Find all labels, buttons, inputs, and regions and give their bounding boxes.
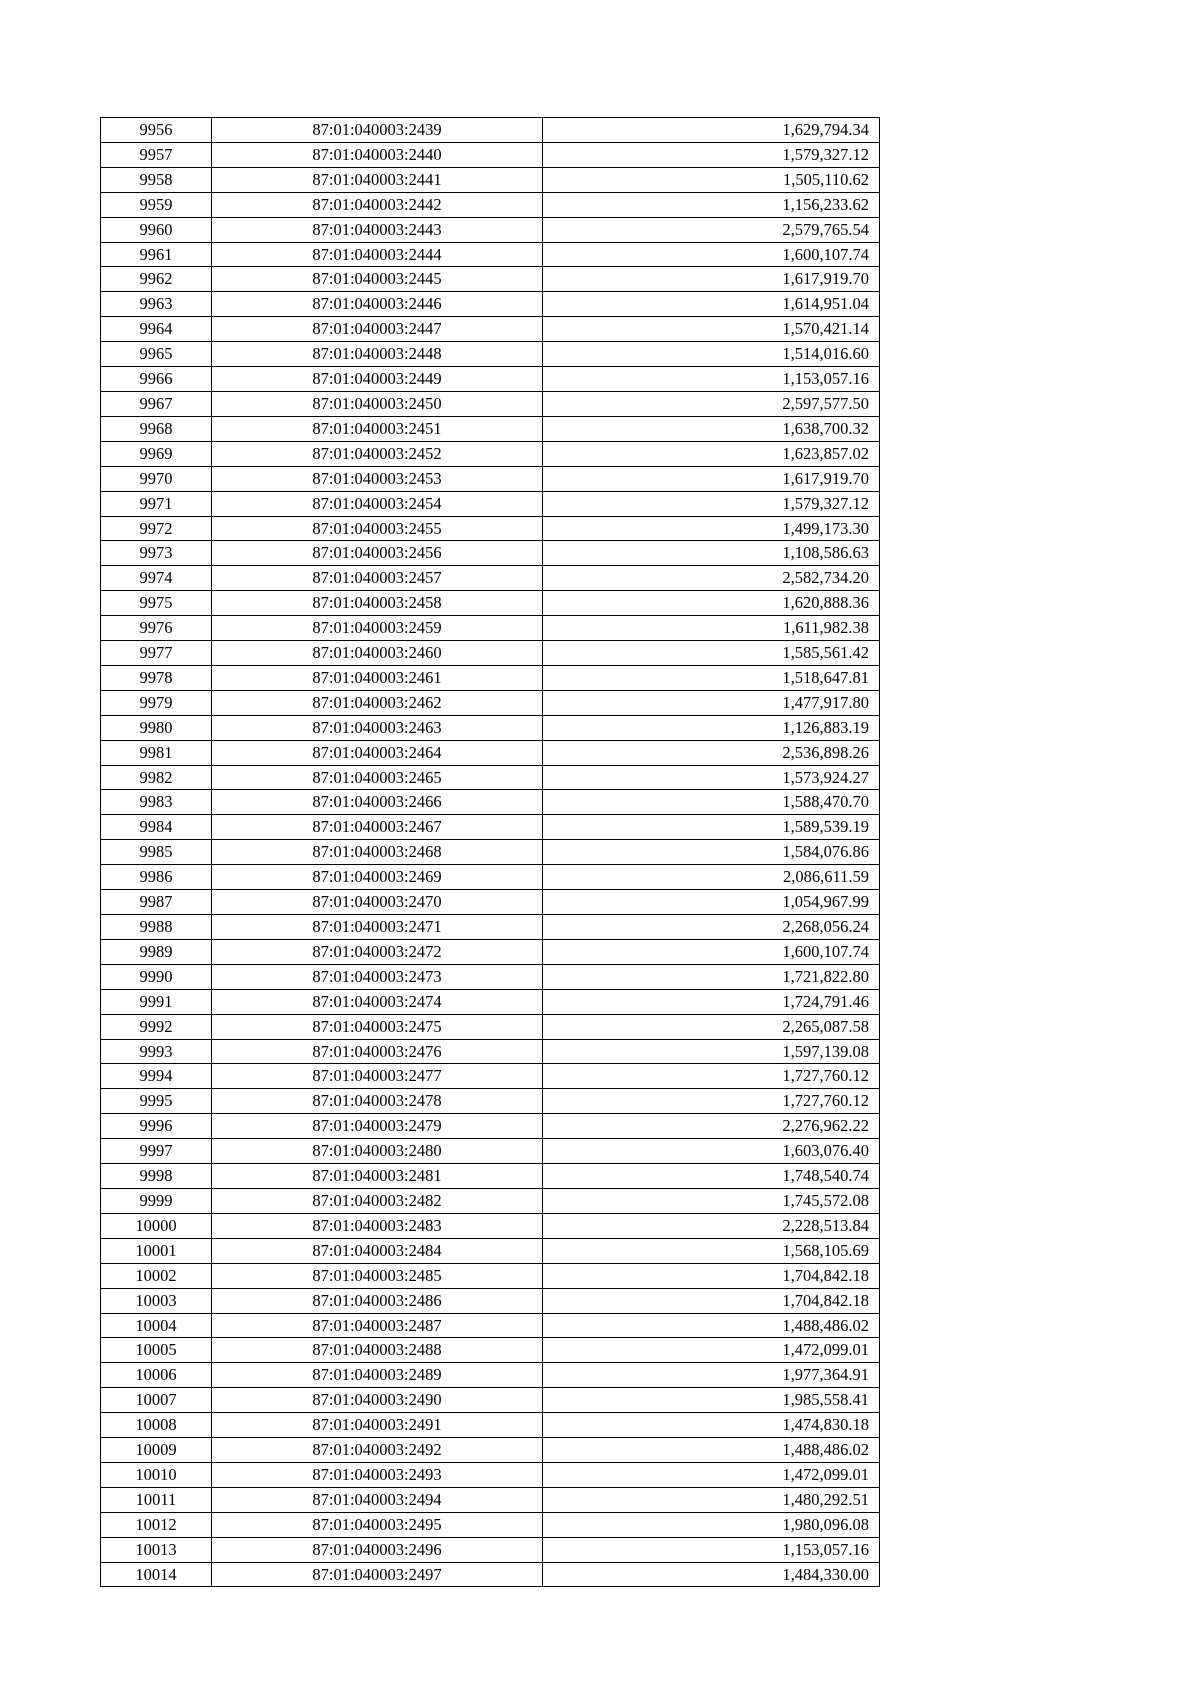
cadastral-value-cell: 1,603,076.40: [543, 1139, 880, 1164]
cadastral-number-cell: 87:01:040003:2492: [212, 1438, 543, 1463]
row-number-cell: 9963: [101, 292, 212, 317]
cadastral-number-cell: 87:01:040003:2478: [212, 1089, 543, 1114]
cadastral-value-cell: 1,585,561.42: [543, 641, 880, 666]
cadastral-number-cell: 87:01:040003:2470: [212, 890, 543, 915]
cadastral-value-cell: 2,268,056.24: [543, 915, 880, 940]
row-number-cell: 9980: [101, 715, 212, 740]
cadastral-value-cell: 1,570,421.14: [543, 317, 880, 342]
table-row: [101, 690, 880, 715]
table-row: [101, 441, 880, 466]
cadastral-number-cell: 87:01:040003:2483: [212, 1213, 543, 1238]
cadastral-value-cell: 1,617,919.70: [543, 267, 880, 292]
cadastral-number-cell: 87:01:040003:2484: [212, 1238, 543, 1263]
row-number-cell: 9965: [101, 342, 212, 367]
table-row: [101, 491, 880, 516]
table-body: [101, 118, 880, 1587]
row-number-cell: 9964: [101, 317, 212, 342]
cadastral-value-cell: 1,584,076.86: [543, 840, 880, 865]
cadastral-value-cell: 1,623,857.02: [543, 441, 880, 466]
table-row: [101, 1064, 880, 1089]
cadastral-value-cell: 2,579,765.54: [543, 217, 880, 242]
cadastral-value-cell: 1,980,096.08: [543, 1512, 880, 1537]
cadastral-value-cell: 1,620,888.36: [543, 591, 880, 616]
cadastral-number-cell: 87:01:040003:2497: [212, 1562, 543, 1587]
row-number-cell: 10005: [101, 1338, 212, 1363]
cadastral-value-cell: 1,748,540.74: [543, 1164, 880, 1189]
cadastral-number-cell: 87:01:040003:2471: [212, 915, 543, 940]
cadastral-number-cell: 87:01:040003:2465: [212, 765, 543, 790]
table-row: [101, 1537, 880, 1562]
row-number-cell: 9957: [101, 142, 212, 167]
row-number-cell: 10014: [101, 1562, 212, 1587]
table-row: [101, 765, 880, 790]
row-number-cell: 9988: [101, 915, 212, 940]
table-row: [101, 840, 880, 865]
row-number-cell: 9982: [101, 765, 212, 790]
table-row: [101, 740, 880, 765]
row-number-cell: 9992: [101, 1014, 212, 1039]
table-row: [101, 292, 880, 317]
cadastral-value-cell: 1,600,107.74: [543, 939, 880, 964]
cadastral-number-cell: 87:01:040003:2479: [212, 1114, 543, 1139]
cadastral-value-cell: 2,276,962.22: [543, 1114, 880, 1139]
cadastral-number-cell: 87:01:040003:2475: [212, 1014, 543, 1039]
cadastral-value-cell: 1,724,791.46: [543, 989, 880, 1014]
cadastral-number-cell: 87:01:040003:2476: [212, 1039, 543, 1064]
table-row: [101, 939, 880, 964]
cadastral-number-cell: 87:01:040003:2453: [212, 466, 543, 491]
table-row: [101, 1288, 880, 1313]
cadastral-number-cell: 87:01:040003:2449: [212, 367, 543, 392]
cadastral-number-cell: 87:01:040003:2440: [212, 142, 543, 167]
cadastral-number-cell: 87:01:040003:2488: [212, 1338, 543, 1363]
cadastral-number-cell: 87:01:040003:2441: [212, 167, 543, 192]
cadastral-value-cell: 1,472,099.01: [543, 1338, 880, 1363]
table-row: [101, 890, 880, 915]
table-row: [101, 1188, 880, 1213]
cadastral-number-cell: 87:01:040003:2466: [212, 790, 543, 815]
table-row: [101, 1438, 880, 1463]
cadastral-value-cell: 1,727,760.12: [543, 1089, 880, 1114]
table-row: [101, 865, 880, 890]
table-row: [101, 641, 880, 666]
cadastral-number-cell: 87:01:040003:2460: [212, 641, 543, 666]
table-row: [101, 591, 880, 616]
cadastral-value-cell: 1,153,057.16: [543, 1537, 880, 1562]
table-row: [101, 915, 880, 940]
table-row: [101, 142, 880, 167]
cadastral-value-cell: 2,536,898.26: [543, 740, 880, 765]
table-row: [101, 342, 880, 367]
row-number-cell: 9977: [101, 641, 212, 666]
cadastral-value-cell: 1,579,327.12: [543, 491, 880, 516]
cadastral-number-cell: 87:01:040003:2457: [212, 566, 543, 591]
cadastral-value-cell: 2,582,734.20: [543, 566, 880, 591]
row-number-cell: 9996: [101, 1114, 212, 1139]
cadastral-value-cell: 1,568,105.69: [543, 1238, 880, 1263]
row-number-cell: 10002: [101, 1263, 212, 1288]
cadastral-value-cell: 1,745,572.08: [543, 1188, 880, 1213]
row-number-cell: 9973: [101, 541, 212, 566]
cadastral-number-cell: 87:01:040003:2468: [212, 840, 543, 865]
row-number-cell: 9981: [101, 740, 212, 765]
cadastral-value-cell: 1,480,292.51: [543, 1487, 880, 1512]
table-row: [101, 391, 880, 416]
cadastral-value-cell: 1,638,700.32: [543, 416, 880, 441]
row-number-cell: 10001: [101, 1238, 212, 1263]
cadastral-value-cell: 1,704,842.18: [543, 1288, 880, 1313]
table-row: [101, 317, 880, 342]
table-row: [101, 1487, 880, 1512]
table-row: [101, 1139, 880, 1164]
row-number-cell: 9960: [101, 217, 212, 242]
row-number-cell: 9984: [101, 815, 212, 840]
cadastral-value-cell: 2,597,577.50: [543, 391, 880, 416]
table-row: [101, 964, 880, 989]
row-number-cell: 10013: [101, 1537, 212, 1562]
table-row: [101, 242, 880, 267]
row-number-cell: 9974: [101, 566, 212, 591]
cadastral-number-cell: 87:01:040003:2446: [212, 292, 543, 317]
cadastral-number-cell: 87:01:040003:2485: [212, 1263, 543, 1288]
row-number-cell: 9998: [101, 1164, 212, 1189]
table-row: [101, 192, 880, 217]
table-row: [101, 1313, 880, 1338]
row-number-cell: 10008: [101, 1413, 212, 1438]
table-row: [101, 1338, 880, 1363]
cadastral-number-cell: 87:01:040003:2469: [212, 865, 543, 890]
cadastral-value-cell: 1,985,558.41: [543, 1388, 880, 1413]
cadastral-number-cell: 87:01:040003:2463: [212, 715, 543, 740]
table-row: [101, 1413, 880, 1438]
cadastral-number-cell: 87:01:040003:2444: [212, 242, 543, 267]
row-number-cell: 9983: [101, 790, 212, 815]
cadastral-number-cell: 87:01:040003:2455: [212, 516, 543, 541]
row-number-cell: 10010: [101, 1462, 212, 1487]
cadastral-value-cell: 1,588,470.70: [543, 790, 880, 815]
row-number-cell: 9970: [101, 466, 212, 491]
table-row: [101, 1164, 880, 1189]
cadastral-number-cell: 87:01:040003:2496: [212, 1537, 543, 1562]
row-number-cell: 10007: [101, 1388, 212, 1413]
cadastral-value-cell: 1,499,173.30: [543, 516, 880, 541]
table-row: [101, 989, 880, 1014]
cadastral-value-cell: 1,474,830.18: [543, 1413, 880, 1438]
row-number-cell: 9979: [101, 690, 212, 715]
cadastral-number-cell: 87:01:040003:2472: [212, 939, 543, 964]
cadastral-number-cell: 87:01:040003:2482: [212, 1188, 543, 1213]
row-number-cell: 10003: [101, 1288, 212, 1313]
cadastral-number-cell: 87:01:040003:2490: [212, 1388, 543, 1413]
cadastral-number-cell: 87:01:040003:2456: [212, 541, 543, 566]
cadastral-number-cell: 87:01:040003:2439: [212, 118, 543, 143]
cadastral-number-cell: 87:01:040003:2474: [212, 989, 543, 1014]
table-row: [101, 367, 880, 392]
cadastral-value-cell: 1,611,982.38: [543, 616, 880, 641]
row-number-cell: 9971: [101, 491, 212, 516]
row-number-cell: 9967: [101, 391, 212, 416]
row-number-cell: 9987: [101, 890, 212, 915]
table-row: [101, 1263, 880, 1288]
row-number-cell: 10012: [101, 1512, 212, 1537]
cadastral-value-cell: 1,484,330.00: [543, 1562, 880, 1587]
table-row: [101, 217, 880, 242]
row-number-cell: 10006: [101, 1363, 212, 1388]
table-row: [101, 516, 880, 541]
cadastral-value-cell: 1,977,364.91: [543, 1363, 880, 1388]
cadastral-number-cell: 87:01:040003:2442: [212, 192, 543, 217]
table-row: [101, 665, 880, 690]
row-number-cell: 9976: [101, 616, 212, 641]
cadastral-value-cell: 1,477,917.80: [543, 690, 880, 715]
row-number-cell: 9969: [101, 441, 212, 466]
row-number-cell: 9966: [101, 367, 212, 392]
table-row: [101, 1089, 880, 1114]
cadastral-number-cell: 87:01:040003:2489: [212, 1363, 543, 1388]
cadastral-number-cell: 87:01:040003:2450: [212, 391, 543, 416]
cadastral-value-cell: 1,126,883.19: [543, 715, 880, 740]
cadastral-number-cell: 87:01:040003:2493: [212, 1462, 543, 1487]
cadastral-value-cell: 1,589,539.19: [543, 815, 880, 840]
cadastral-value-cell: 2,086,611.59: [543, 865, 880, 890]
cadastral-number-cell: 87:01:040003:2462: [212, 690, 543, 715]
cadastral-number-cell: 87:01:040003:2481: [212, 1164, 543, 1189]
cadastral-value-cell: 1,153,057.16: [543, 367, 880, 392]
row-number-cell: 9962: [101, 267, 212, 292]
cadastral-value-cell: 1,488,486.02: [543, 1313, 880, 1338]
cadastral-value-cell: 1,579,327.12: [543, 142, 880, 167]
data-table: [100, 117, 880, 1587]
row-number-cell: 9999: [101, 1188, 212, 1213]
cadastral-value-cell: 1,617,919.70: [543, 466, 880, 491]
cadastral-number-cell: 87:01:040003:2443: [212, 217, 543, 242]
cadastral-number-cell: 87:01:040003:2448: [212, 342, 543, 367]
cadastral-value-cell: 1,614,951.04: [543, 292, 880, 317]
table-row: [101, 1363, 880, 1388]
cadastral-number-cell: 87:01:040003:2447: [212, 317, 543, 342]
table-row: [101, 466, 880, 491]
table-row: [101, 616, 880, 641]
table-row: [101, 790, 880, 815]
cadastral-value-cell: 1,727,760.12: [543, 1064, 880, 1089]
row-number-cell: 10000: [101, 1213, 212, 1238]
cadastral-value-cell: 1,704,842.18: [543, 1263, 880, 1288]
table-row: [101, 566, 880, 591]
cadastral-number-cell: 87:01:040003:2445: [212, 267, 543, 292]
cadastral-value-cell: 1,721,822.80: [543, 964, 880, 989]
table-row: [101, 815, 880, 840]
cadastral-number-cell: 87:01:040003:2477: [212, 1064, 543, 1089]
cadastral-number-cell: 87:01:040003:2486: [212, 1288, 543, 1313]
cadastral-number-cell: 87:01:040003:2458: [212, 591, 543, 616]
table-row: [101, 267, 880, 292]
cadastral-number-cell: 87:01:040003:2454: [212, 491, 543, 516]
cadastral-value-cell: 1,573,924.27: [543, 765, 880, 790]
table-row: [101, 1014, 880, 1039]
cadastral-value-cell: 1,518,647.81: [543, 665, 880, 690]
row-number-cell: 9993: [101, 1039, 212, 1064]
table-row: [101, 1388, 880, 1413]
row-number-cell: 9958: [101, 167, 212, 192]
table-row: [101, 1462, 880, 1487]
cadastral-number-cell: 87:01:040003:2467: [212, 815, 543, 840]
row-number-cell: 9991: [101, 989, 212, 1014]
cadastral-value-cell: 2,265,087.58: [543, 1014, 880, 1039]
cadastral-value-cell: 1,156,233.62: [543, 192, 880, 217]
cadastral-value-cell: 1,629,794.34: [543, 118, 880, 143]
table-row: [101, 715, 880, 740]
cadastral-value-cell: 1,597,139.08: [543, 1039, 880, 1064]
row-number-cell: 10004: [101, 1313, 212, 1338]
row-number-cell: 9989: [101, 939, 212, 964]
cadastral-number-cell: 87:01:040003:2452: [212, 441, 543, 466]
table-row: [101, 1238, 880, 1263]
cadastral-number-cell: 87:01:040003:2494: [212, 1487, 543, 1512]
cadastral-number-cell: 87:01:040003:2491: [212, 1413, 543, 1438]
row-number-cell: 9978: [101, 665, 212, 690]
row-number-cell: 9986: [101, 865, 212, 890]
cadastral-number-cell: 87:01:040003:2464: [212, 740, 543, 765]
row-number-cell: 9956: [101, 118, 212, 143]
cadastral-value-cell: 1,488,486.02: [543, 1438, 880, 1463]
cadastral-number-cell: 87:01:040003:2487: [212, 1313, 543, 1338]
cadastral-number-cell: 87:01:040003:2473: [212, 964, 543, 989]
cadastral-number-cell: 87:01:040003:2461: [212, 665, 543, 690]
table-row: [101, 1114, 880, 1139]
row-number-cell: 9990: [101, 964, 212, 989]
row-number-cell: 9972: [101, 516, 212, 541]
table-row: [101, 416, 880, 441]
table-row: [101, 167, 880, 192]
row-number-cell: 9994: [101, 1064, 212, 1089]
table-row: [101, 118, 880, 143]
row-number-cell: 9995: [101, 1089, 212, 1114]
row-number-cell: 10011: [101, 1487, 212, 1512]
row-number-cell: 9961: [101, 242, 212, 267]
table-row: [101, 1562, 880, 1587]
cadastral-number-cell: 87:01:040003:2495: [212, 1512, 543, 1537]
table-row: [101, 541, 880, 566]
cadastral-value-cell: 1,054,967.99: [543, 890, 880, 915]
row-number-cell: 10009: [101, 1438, 212, 1463]
cadastral-number-cell: 87:01:040003:2480: [212, 1139, 543, 1164]
row-number-cell: 9975: [101, 591, 212, 616]
table-row: [101, 1512, 880, 1537]
row-number-cell: 9997: [101, 1139, 212, 1164]
table-row: [101, 1213, 880, 1238]
cadastral-number-cell: 87:01:040003:2459: [212, 616, 543, 641]
row-number-cell: 9959: [101, 192, 212, 217]
cadastral-value-cell: 1,600,107.74: [543, 242, 880, 267]
row-number-cell: 9985: [101, 840, 212, 865]
cadastral-value-cell: 1,472,099.01: [543, 1462, 880, 1487]
table-row: [101, 1039, 880, 1064]
cadastral-value-cell: 1,514,016.60: [543, 342, 880, 367]
cadastral-value-cell: 1,505,110.62: [543, 167, 880, 192]
cadastral-value-cell: 1,108,586.63: [543, 541, 880, 566]
cadastral-value-cell: 2,228,513.84: [543, 1213, 880, 1238]
row-number-cell: 9968: [101, 416, 212, 441]
cadastral-number-cell: 87:01:040003:2451: [212, 416, 543, 441]
